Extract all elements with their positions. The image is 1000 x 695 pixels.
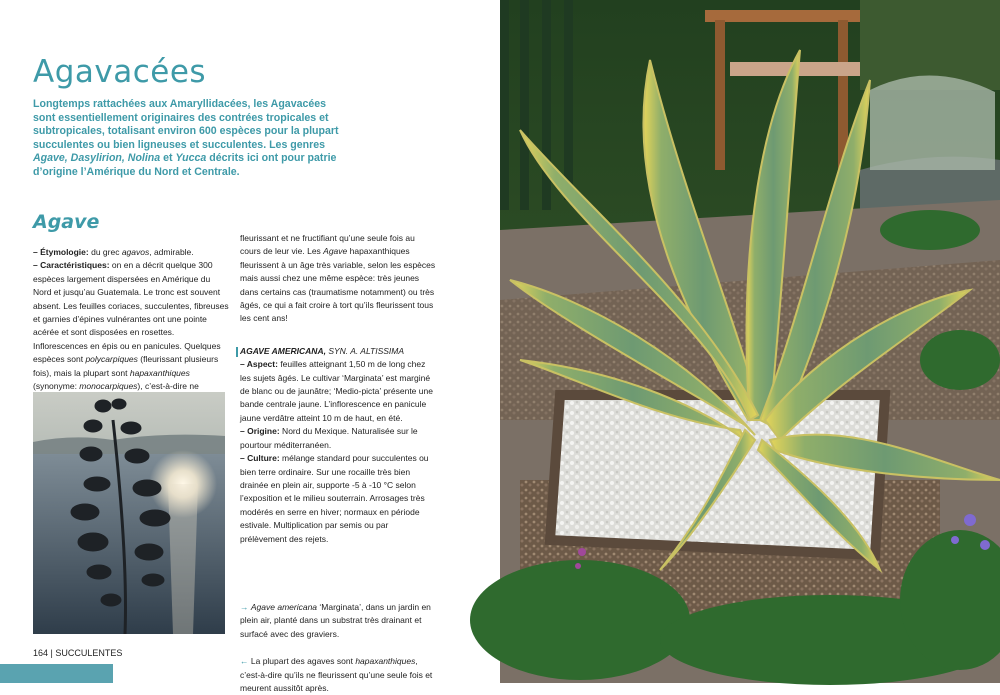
intro-text: et xyxy=(160,152,176,165)
etymology-paragraph xyxy=(33,246,230,259)
arrow-left-icon: ← xyxy=(240,656,251,667)
aspect-text: feuilles atteignant 1,50 m de long chez les sujets âgés. Le cultivar ‘Marginata’ est marginé de blanc ou de jaunâtre; ‘Medio-picta’ présente une bande centrale jaune. L’inflorescence en panicule jaune verdâtre atteint 10 m de haut, en été. xyxy=(240,359,433,423)
page-title: Agavacées xyxy=(33,54,207,90)
culture-paragraph xyxy=(240,452,437,546)
aspect-paragraph xyxy=(240,358,437,425)
caption-right-photo xyxy=(240,601,437,641)
arrow-right-icon: → xyxy=(240,601,251,612)
etymology-label: – Étymologie: xyxy=(33,247,89,257)
page-footer: 164 | SUCCULENTES xyxy=(33,648,123,658)
characteristics-text: (synonyme: xyxy=(33,381,80,392)
characteristics-text: on en a décrit quelque 300 espèces largement dispersées en Amérique du Nord et jusqu’au Guatemala. Le tronc est souvent absent. Les feuilles coriaces, succulentes, fibreuses et garnies d’épines vulnérantes ont une pointe acérée et sont disposées en rosettes. Inflorescences en épis ou en panicules. Quelques espèces sont xyxy=(33,260,229,365)
culture-text: mélange standard pour succulentes ou bien terre ordinaire. Sur une rocaille très bien drainée en plein air, supporte -5 à -10 °C selon l’exposition et le milieu souterrain. Arrosages très modérés en serre en hiver; normaux en période estivale. Multiplication par semis ou par prélèvement des rejets. xyxy=(240,453,429,544)
continuation-text: hapaxanthiques fleurissent à un âge très variable, selon les espèces mais aussi chez une même espèce: très jeunes dans certains cas (traumatisme notamment) ou très âgés, ce qui a fait croire à tort qu’ils fleurissent tous les cent ans! xyxy=(240,246,436,324)
characteristics-text: (fleurissant plusieurs fois), mais la plupart sont xyxy=(33,354,219,378)
intro-genus-list: Agave, Dasylirion, Nolina xyxy=(33,152,161,165)
species-marker-bar xyxy=(236,347,238,357)
term-agave: Agave xyxy=(323,246,348,257)
caption-text: , c’est-à-dire qu’ils ne fleurissent qu’une seule fois et meurent aussitôt après. xyxy=(240,656,433,693)
intro-text: décrits ici ont pour patrie d’origine l’Amérique du Nord et Centrale. xyxy=(33,152,337,178)
origin-paragraph xyxy=(240,425,437,452)
text-column-1 xyxy=(33,246,230,393)
left-page xyxy=(0,0,500,693)
aspect-label: – Aspect: xyxy=(240,359,278,370)
caption-term: hapaxanthiques xyxy=(355,656,416,667)
term-hapaxanthiques: hapaxanthiques xyxy=(129,367,190,378)
culture-label: – Culture: xyxy=(240,453,280,464)
characteristics-label: – Caractéristiques: xyxy=(33,260,110,271)
characteristics-text: ), c’est-à-dire ne xyxy=(137,381,199,392)
species-heading xyxy=(240,345,437,358)
origin-text: Nord du Mexique. Naturalisée sur le pourtour méditerranéen. xyxy=(240,426,418,450)
etymology-text: , admirable. xyxy=(149,247,194,257)
text-column-2 xyxy=(240,232,437,695)
caption-species: Agave americana xyxy=(250,601,318,612)
intro-text: Longtemps rattachées aux Amaryllidacées, les Agavacées sont essentiellement originaires des contrées tropicales et subtropicales, totalisant environ 600 espèces pour la plupart succulentes ou bien ligneuses et succulentes. Les genres xyxy=(33,98,339,151)
characteristics-paragraph xyxy=(33,259,230,393)
section-title: Agave xyxy=(33,211,100,233)
intro-paragraph xyxy=(33,98,341,180)
term-polycarpiques: polycarpiques xyxy=(85,354,138,365)
agave-flowering-photo xyxy=(33,392,225,634)
species-name: AGAVE AMERICANA, xyxy=(240,345,326,356)
etymology-word: agavos xyxy=(121,247,150,257)
caption-text: La plupart des agaves sont xyxy=(250,656,356,667)
continuation-text: fleurissant et ne fructifiant qu’une seule fois au cours de leur vie. Les xyxy=(240,233,415,257)
caption-left-photo xyxy=(240,655,437,695)
footer-color-bar xyxy=(0,664,113,683)
origin-label: – Origine: xyxy=(240,426,280,437)
caption-text: ‘Marginata’, dans un jardin en plein air, planté dans un substrat très drainant et surfacé avec des graviers. xyxy=(240,601,431,639)
species-synonym: SYN. A. ALTISSIMA xyxy=(325,345,405,356)
term-monocarpiques: monocarpiques xyxy=(79,381,138,392)
agave-americana-photo xyxy=(500,0,1000,683)
intro-genus-yucca: Yucca xyxy=(175,152,207,165)
etymology-text: du grec xyxy=(88,247,122,257)
continuation-paragraph xyxy=(240,232,437,326)
